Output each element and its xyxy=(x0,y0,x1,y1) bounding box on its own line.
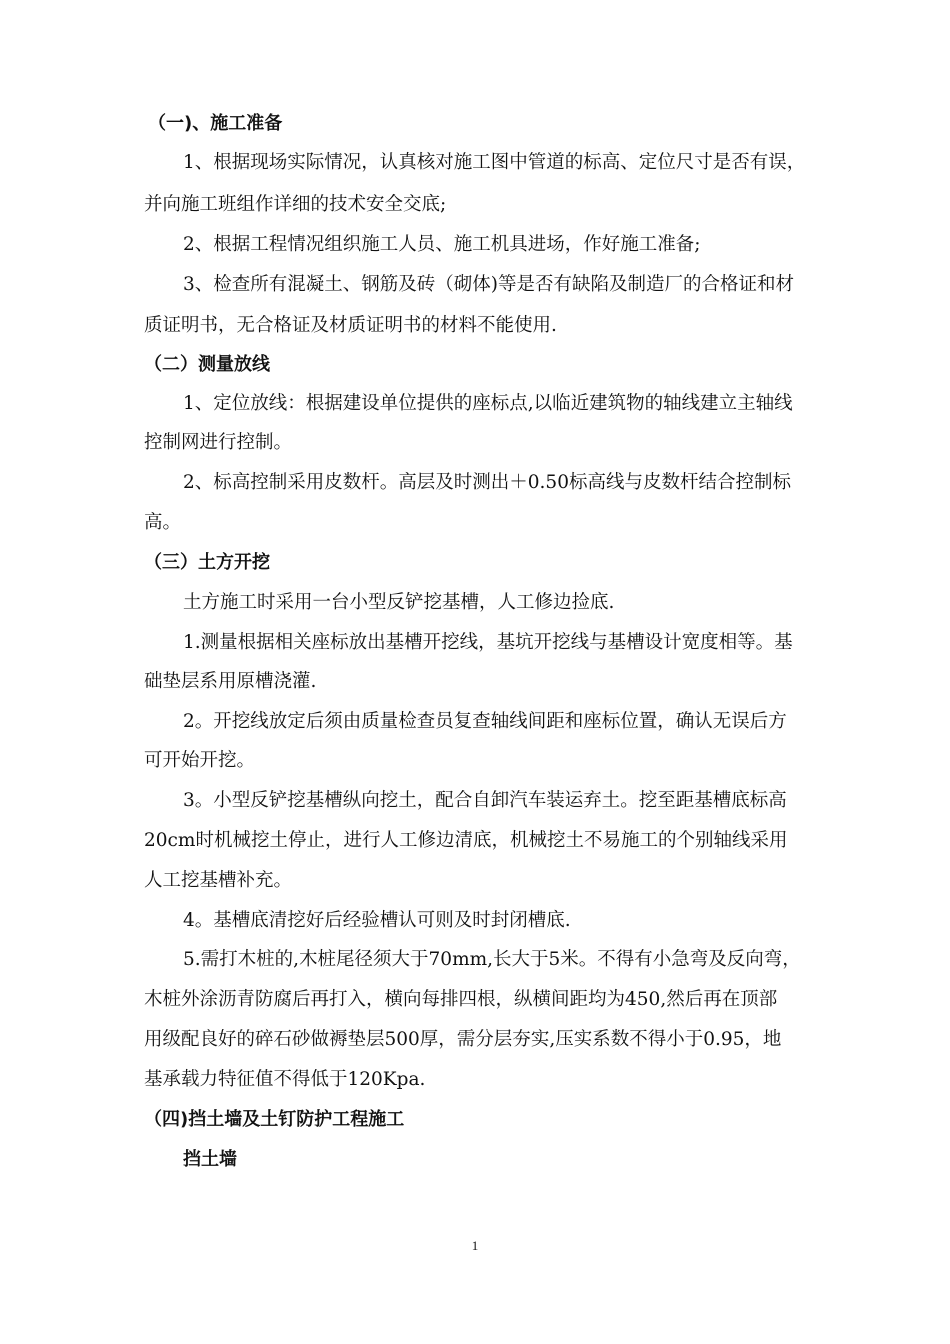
paragraph-line: 木桩外涂沥青防腐后再打入，横向每排四根，纵横间距均为450,然后再在顶部 xyxy=(144,989,778,1010)
paragraph-line: 础垫层系用原槽浇灌. xyxy=(144,671,317,692)
paragraph-line: 3。小型反铲挖基槽纵向挖土，配合自卸汽车装运弃土。挖至距基槽底标高 xyxy=(183,790,787,811)
section-heading-2: （二）测量放线 xyxy=(144,354,270,375)
paragraph-line: 质证明书，无合格证及材质证明书的材料不能使用. xyxy=(144,315,557,336)
paragraph-line: 2、根据工程情况组织施工人员、施工机具进场，作好施工准备; xyxy=(183,234,701,255)
page-number: 1 xyxy=(471,1238,479,1253)
section-heading-1: （一)、施工准备 xyxy=(148,113,283,134)
paragraph-line: 2、标高控制采用皮数杆。高层及时测出＋0.50标高线与皮数杆结合控制标 xyxy=(183,472,791,493)
subsection-heading: 挡土墙 xyxy=(183,1149,237,1170)
paragraph-line: 4。基槽底清挖好后经验槽认可则及时封闭槽底. xyxy=(183,910,571,931)
paragraph-line: 人工挖基槽补充。 xyxy=(144,870,293,891)
paragraph-line: 可开始开挖。 xyxy=(144,750,256,771)
paragraph-line: 并向施工班组作详细的技术安全交底; xyxy=(144,194,447,215)
section-heading-4: （四)挡土墙及土钉防护工程施工 xyxy=(144,1109,405,1130)
paragraph-line: 1、根据现场实际情况，认真核对施工图中管道的标高、定位尺寸是否有误， xyxy=(183,152,806,173)
paragraph-line: 高。 xyxy=(144,512,182,533)
section-heading-3: （三）土方开挖 xyxy=(144,552,270,573)
paragraph-line: 基承载力特征值不得低于120Kpa. xyxy=(144,1069,426,1090)
paragraph-line: 控制网进行控制。 xyxy=(144,432,293,453)
paragraph-line: 1、定位放线：根据建设单位提供的座标点,以临近建筑物的轴线建立主轴线 xyxy=(183,393,793,414)
paragraph-line: 20cm时机械挖土停止，进行人工修边清底，机械挖土不易施工的个别轴线采用 xyxy=(144,830,788,851)
paragraph-line: 2。开挖线放定后须由质量检查员复查轴线间距和座标位置，确认无误后方 xyxy=(183,711,787,732)
paragraph-line: 用级配良好的碎石砂做褥垫层500厚，需分层夯实,压实系数不得小于0.95，地 xyxy=(144,1029,782,1050)
paragraph-line: 5.需打木桩的,木桩尾径须大于70mm,长大于5米。不得有小急弯及反向弯， xyxy=(183,949,801,970)
paragraph-line: 3、检查所有混凝土、钢筋及砖（砌体)等是否有缺陷及制造厂的合格证和材 xyxy=(183,274,794,295)
paragraph-line: 1.测量根据相关座标放出基槽开挖线，基坑开挖线与基槽设计宽度相等。基 xyxy=(183,632,793,653)
paragraph-line: 土方施工时采用一台小型反铲挖基槽，人工修边捡底. xyxy=(183,592,615,613)
